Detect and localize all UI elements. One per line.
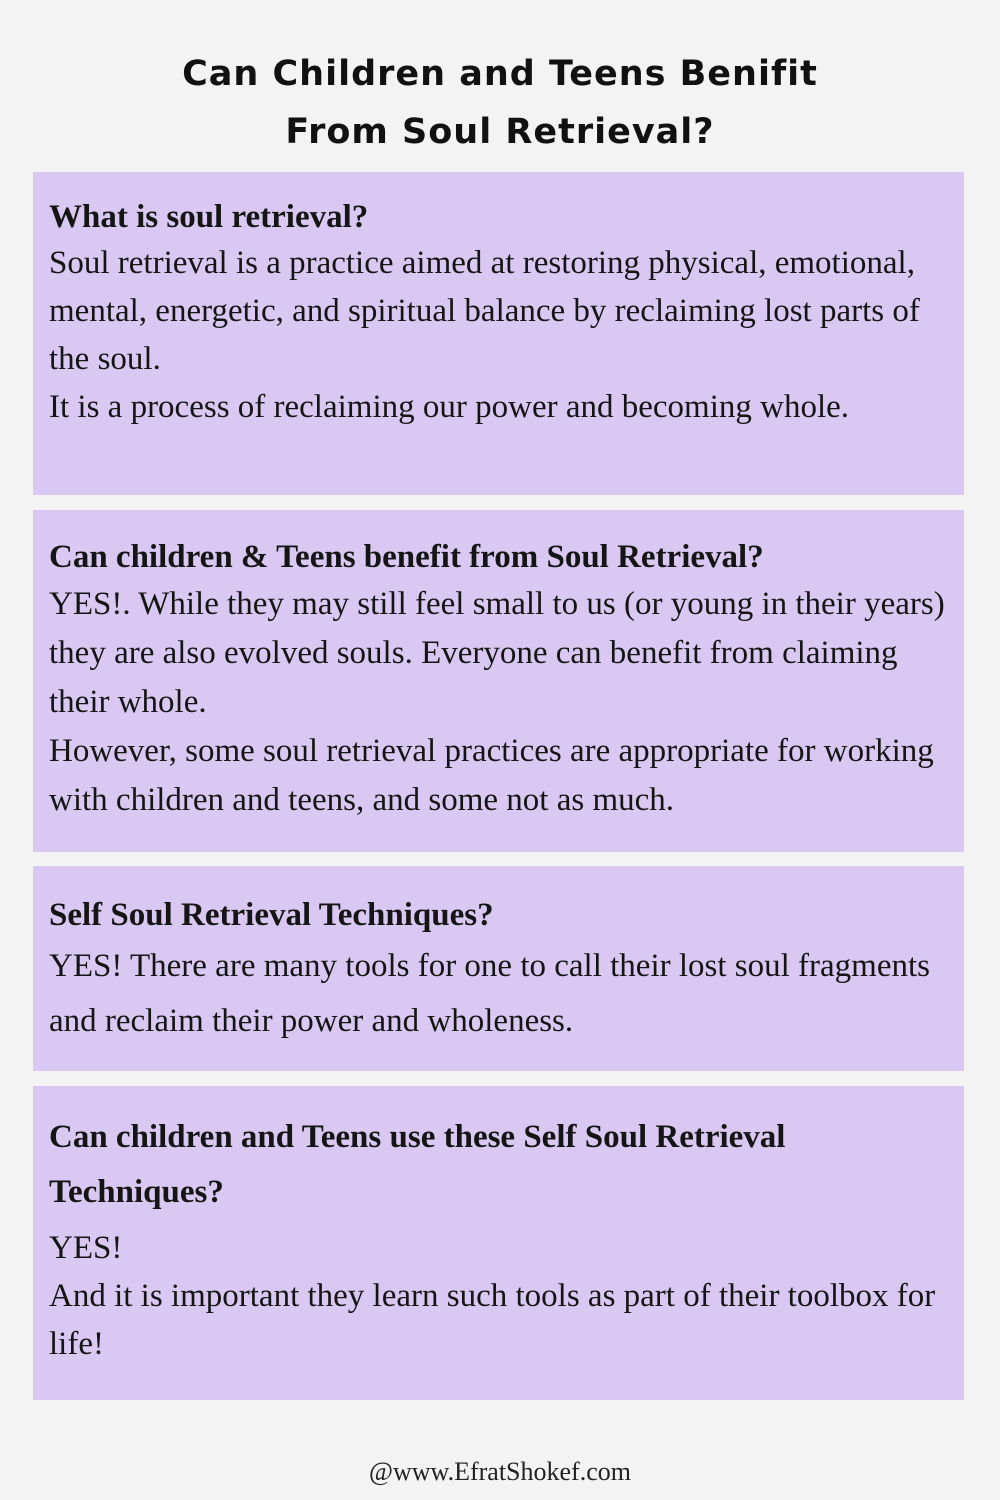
section-heading: Self Soul Retrieval Techniques? (49, 897, 494, 933)
section-paragraph: Soul retrieval is a practice aimed at restoring physical, emotional, mental, energetic, and spiritual balance by reclaiming lost parts of the soul. (49, 245, 920, 377)
section-heading: What is soul retrieval? (49, 199, 369, 235)
section-paragraph: YES! (49, 1230, 123, 1266)
section-paragraph: And it is important they learn such tools as part of their toolbox for life! (49, 1278, 936, 1362)
section-children-teens-benefit (33, 510, 964, 852)
section-paragraph: It is a process of reclaiming our power and becoming whole. (49, 389, 850, 425)
section-children-use-techniques (33, 1086, 964, 1400)
section-self-soul-retrieval (33, 866, 964, 1071)
section-paragraph: YES! There are many tools for one to call their lost soul fragments and reclaim their power and wholeness. (49, 948, 930, 1039)
section-paragraph: YES!. While they may still feel small to us (or young in their years) they are also evolved souls. Everyone can benefit from claiming their whole. (49, 586, 945, 720)
section-heading: Can children & Teens benefit from Soul Retrieval? (49, 539, 764, 575)
title-line-2: From Soul Retrieval? (285, 112, 715, 152)
section-what-is-soul-retrieval (33, 172, 964, 495)
section-heading: Can children and Teens use these Self Soul Retrieval Techniques? (49, 1119, 786, 1210)
section-paragraph: However, some soul retrieval practices are appropriate for working with children and teens, and some not as much. (49, 733, 934, 818)
page-title (0, 45, 1000, 161)
footer-website: @www.EfratShokef.com (369, 1457, 631, 1486)
title-line-1: Can Children and Teens Benifit (182, 54, 818, 94)
